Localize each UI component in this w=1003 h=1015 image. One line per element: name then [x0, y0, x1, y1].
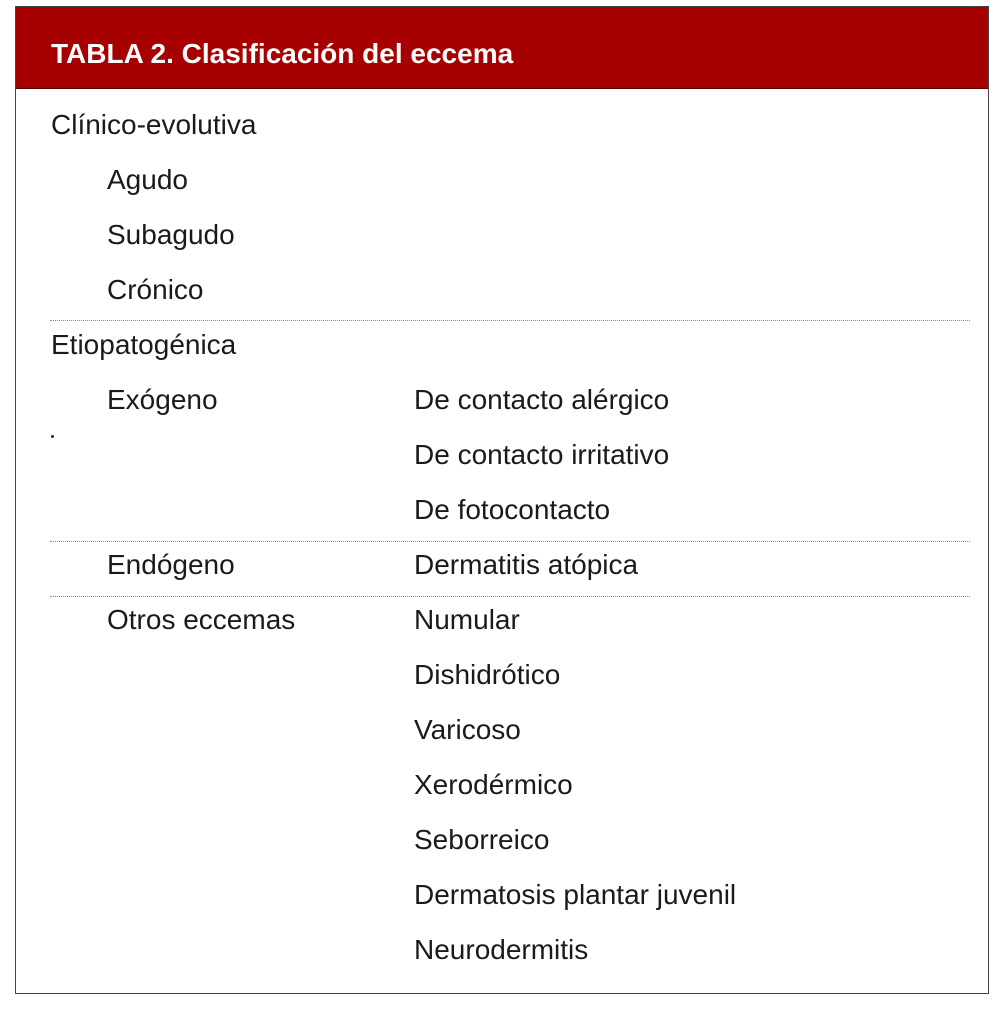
- exogenous-type-photocontact: De fotocontacto: [414, 494, 611, 525]
- clinical-item-chronic: Crónico: [107, 274, 204, 305]
- others-type-dyshidrotic: Dishidrótico: [414, 659, 561, 690]
- section-heading-etio: Etiopatogénica: [51, 329, 237, 360]
- others-type-varicose: Varicoso: [414, 714, 521, 745]
- row-divider: [50, 541, 970, 542]
- others-type-neurodermitis: Neurodermitis: [414, 934, 589, 965]
- exogenous-type-allergic: De contacto alérgico: [414, 384, 670, 415]
- table-title: TABLA 2. Clasificación del eccema: [51, 38, 514, 69]
- clinical-item-subacute: Subagudo: [107, 219, 235, 250]
- stray-dot: [51, 435, 54, 438]
- classification-table: [15, 6, 989, 994]
- others-type-juvenile-plantar: Dermatosis plantar juvenil: [414, 879, 737, 910]
- others-type-xerodermic: Xerodérmico: [414, 769, 573, 800]
- endogenous-type-atopic: Dermatitis atópica: [414, 549, 639, 580]
- others-type-numular: Numular: [414, 604, 520, 635]
- others-label: Otros eccemas: [107, 604, 296, 635]
- others-type-seborrheic: Seborreico: [414, 824, 550, 855]
- table-header: [16, 7, 988, 89]
- clinical-item-acute: Agudo: [107, 164, 188, 195]
- row-divider: [50, 596, 970, 597]
- endogenous-label: Endógeno: [107, 549, 235, 580]
- section-divider: [50, 320, 970, 321]
- exogenous-label: Exógeno: [107, 384, 218, 415]
- exogenous-type-irritant: De contacto irritativo: [414, 439, 670, 470]
- section-heading-clinical: Clínico-evolutiva: [51, 109, 257, 140]
